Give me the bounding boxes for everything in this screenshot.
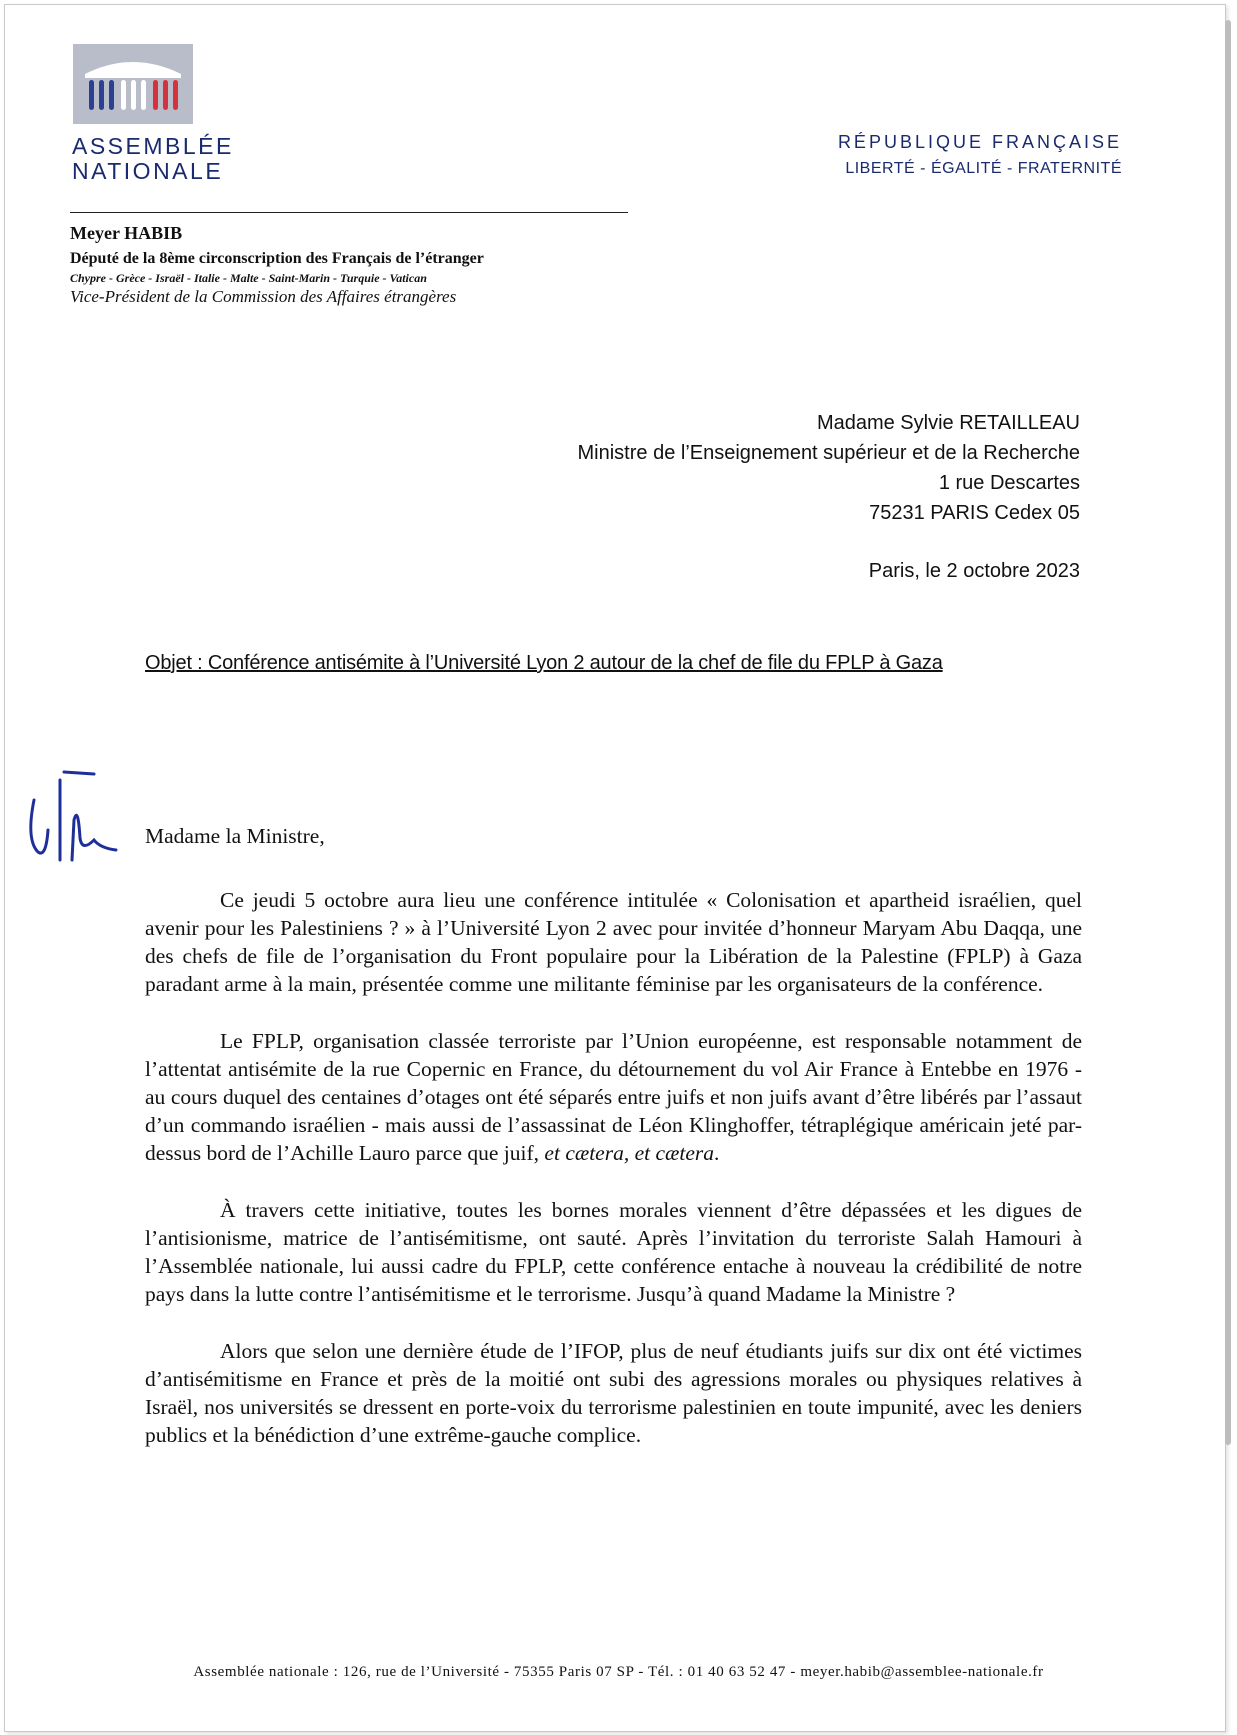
sender-countries: Chypre - Grèce - Israël - Italie - Malte - Saint-Marin - Turquie - Vatican xyxy=(70,270,427,285)
scrollbar[interactable] xyxy=(1225,20,1231,1445)
recipient-street: 1 rue Descartes xyxy=(938,472,1080,494)
paragraph-2 xyxy=(145,1027,1082,1167)
paragraph-3: À travers cette initiative, toutes les bornes morales viennent d’être dépassées et les digues de l’antisionisme, matrice de l’antisémitisme, ont sauté. Après l’invitation du terroriste Salah Hamouri à l’Assemblée nationale, lui aussi cadre du FPLP, cette conférence entache à nouveau la crédibilité de notre pays dans la lutte contre l’antisémitisme et le terrorisme. Jusqu’à quand Madame la Ministre ? xyxy=(145,1198,1082,1306)
recipient-block xyxy=(578,408,1081,528)
sender-name: Meyer HABIB xyxy=(70,223,183,243)
republique-motto: LIBERTÉ - ÉGALITÉ - FRATERNITÉ xyxy=(845,160,1122,177)
hemicycle-emblem-icon xyxy=(73,44,193,124)
letter-date: Paris, le 2 octobre 2023 xyxy=(868,560,1080,582)
letter-footer: Assemblée nationale : 126, rue de l’Université - 75355 Paris 07 SP - Tél. : 01 40 63 52 47 - meyer.habib@assemblee-nationale.fr xyxy=(193,1664,1044,1680)
letter-subject: Objet : Conférence antisémite à l’Université Lyon 2 autour de la chef de file du FPLP à Gaza xyxy=(145,652,943,674)
sender-role: Député de la 8ème circonscription des Français de l’étranger xyxy=(70,249,484,267)
assemblee-nationale-logo xyxy=(72,44,234,184)
letter-body xyxy=(145,822,1082,1478)
sender-block xyxy=(70,223,484,308)
sender-divider xyxy=(70,212,628,213)
logo-line-2: NATIONALE xyxy=(72,158,224,184)
recipient-city: 75231 PARIS Cedex 05 xyxy=(869,502,1080,524)
salutation: Madame la Ministre, xyxy=(145,824,325,848)
paragraph-2-end: . xyxy=(714,1141,720,1165)
republique-title: RÉPUBLIQUE FRANÇAISE xyxy=(837,132,1122,152)
paragraph-1: Ce jeudi 5 octobre aura lieu une conférence intitulée « Colonisation et apartheid israélien, quel avenir pour les Palestiniens ? » à l’Université Lyon 2 avec pour invitée d’honneur Maryam Abu Daqqa, une des chefs de file de l’organisation du Front populaire pour la Libération de la Palestine (FPLP) à Gaza paradant arme à la main, présentée comme une militante féminise par les organisateurs de la conférence. xyxy=(145,888,1082,996)
paragraph-2-text: Le FPLP, organisation classée terroriste par l’Union européenne, est responsable notamment de l’attentat antisémite de la rue Copernic en France, du détournement du vol Air France à Entebbe en 1976 - au cours duquel des centaines d’otages ont été séparés entre juifs et non juifs avant d’être libérés par l’assaut d’un commando israélien - mais aussi de l’assassinat de Léon Klinghoffer, tétraplégique américain jeté par-dessus bord de l’Achille Lauro parce que juif, xyxy=(145,1029,1082,1165)
republique-header xyxy=(838,130,1122,180)
sender-vice-president: Vice-Président de la Commission des Affaires étrangères xyxy=(70,287,457,307)
paragraph-2-italic: et cætera, et cætera xyxy=(544,1141,714,1165)
recipient-name: Madame Sylvie RETAILLEAU xyxy=(816,412,1080,434)
logo-line-1: ASSEMBLÉE xyxy=(72,133,234,159)
paragraph-4: Alors que selon une dernière étude de l’IFOP, plus de neuf étudiants juifs sur dix ont été victimes d’antisémitisme en France et près de la moitié ont subi des agressions morales ou physiques relatives à Israël, nos universités se dressent en porte-voix du terrorisme palestinien en toute impunité, avec les deniers publics et la bénédiction d’une extrême-gauche complice. xyxy=(145,1339,1082,1447)
handwritten-annotation-icon xyxy=(24,760,134,875)
recipient-title: Ministre de l’Enseignement supérieur et de la Recherche xyxy=(577,442,1080,464)
